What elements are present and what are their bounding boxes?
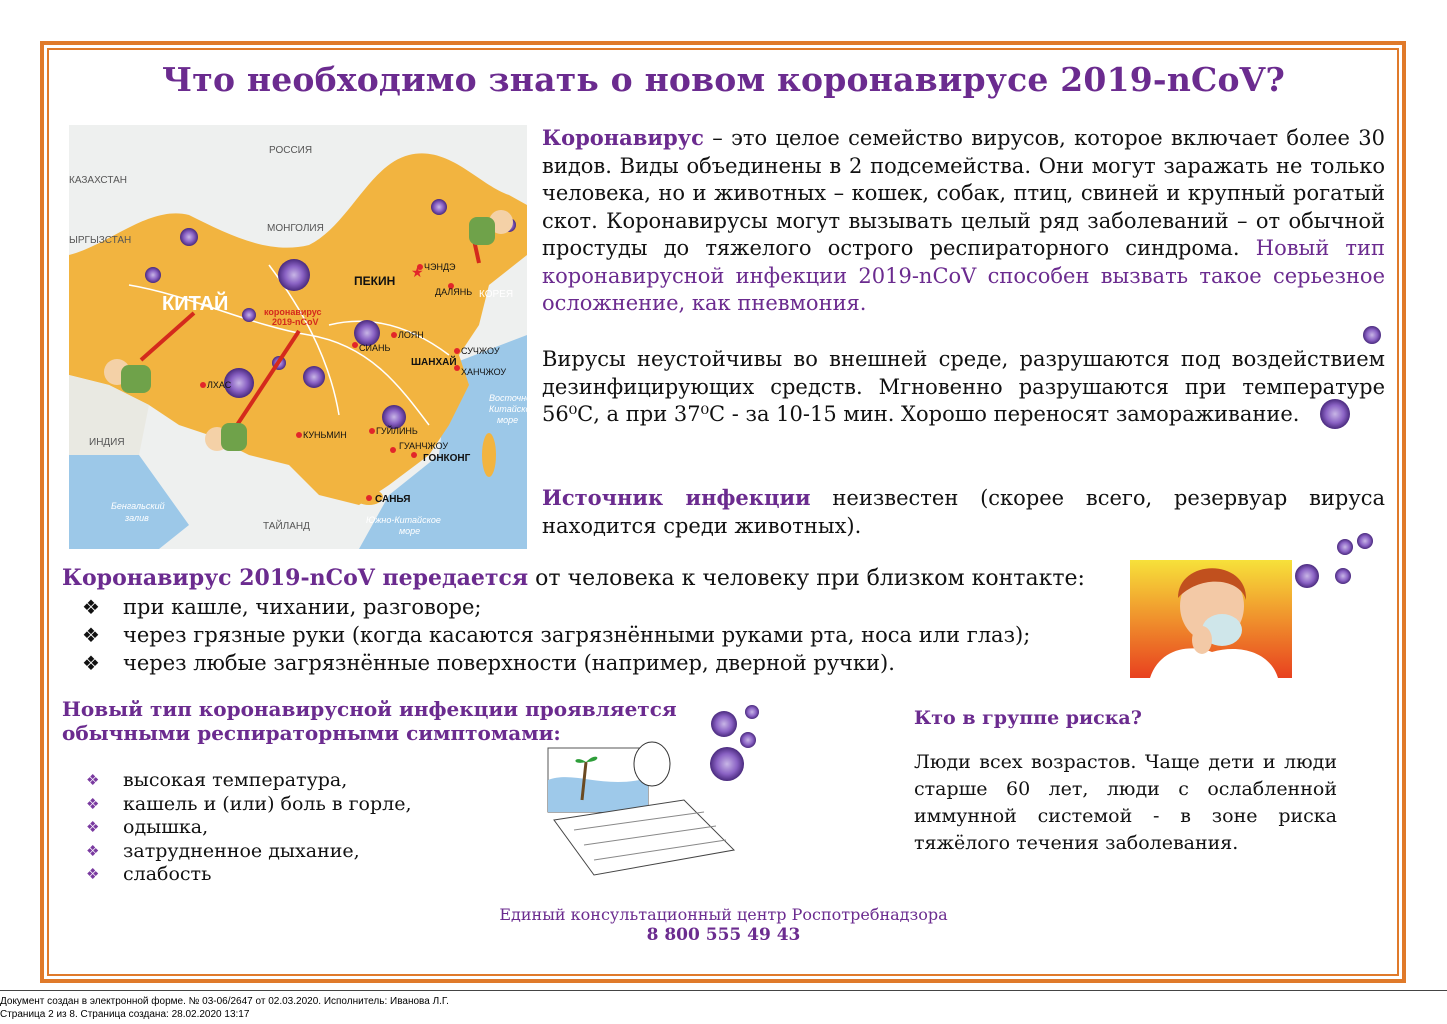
svg-text:ДАЛЯНЬ: ДАЛЯНЬ — [435, 287, 473, 297]
symptoms-heading: Новый тип коронавирусной инфекции проявляется обычными респираторными симптомами: — [62, 697, 677, 745]
source-paragraph — [542, 484, 1385, 540]
svg-text:ХАНЧЖОУ: ХАНЧЖОУ — [461, 367, 507, 377]
list-item: ❖ через любые загрязнённые поверхности (например, дверной ручки). — [82, 651, 895, 675]
list-bullet: ❖ — [86, 794, 100, 813]
page-title: Что необходимо знать о новом коронавирусе 2019-nCoV? — [161, 60, 1286, 99]
svg-text:залив: залив — [125, 513, 149, 523]
list-bullet: ❖ — [86, 818, 100, 836]
list-item: ❖ при кашле, чихании, разговоре; — [82, 595, 482, 619]
sneezing-person-illustration — [1130, 548, 1292, 678]
list-bullet: ❖ — [86, 771, 100, 789]
svg-text:ИНДИЯ: ИНДИЯ — [89, 437, 125, 448]
list-item: ❖ слабость — [86, 863, 212, 885]
svg-text:ЛХАС: ЛХАС — [207, 380, 232, 390]
svg-text:ЛОЯН: ЛОЯН — [398, 330, 424, 340]
meta-line-1: Документ создан в электронной форме. № 03-06/2647 от 02.03.2020. Исполнитель: Иванова Л.Г. — [0, 996, 449, 1007]
risk-paragraph: Люди всех возрастов. Чаще дети и люди старше 60 лет, люди с ослабленной иммунной системой - в зоне риска тяжёлого течения заболевания. — [914, 751, 1337, 854]
svg-text:КАЗАХСТАН: КАЗАХСТАН — [69, 175, 127, 186]
intro-term: Коронавирус — [542, 125, 704, 150]
svg-text:РОССИЯ: РОССИЯ — [269, 145, 313, 156]
svg-text:Китайское: Китайское — [489, 404, 536, 414]
virus-decoration — [1285, 320, 1395, 590]
list-item: ❖ затрудненное дыхание, — [86, 839, 360, 862]
transmission-list — [82, 593, 1030, 677]
svg-text:МОНГОЛИЯ: МОНГОЛИЯ — [267, 223, 324, 234]
source-text: неизвестен (скорее всего, резервуар вируса находится среди животных). — [542, 486, 1385, 538]
list-item: ❖ одышка, — [86, 816, 209, 838]
list-bullet: ❖ — [82, 623, 100, 647]
list-bullet: ❖ — [86, 865, 100, 883]
transmission-text: от человека к человеку при близком контакте: — [528, 566, 1085, 591]
list-item: ❖ через грязные руки (когда касаются загрязнёнными руками рта, носа или глаз); — [82, 623, 1031, 647]
svg-text:Восточно-: Восточно- — [489, 393, 535, 403]
document-divider — [0, 990, 1447, 991]
svg-text:ШАНХАЙ: ШАНХАЙ — [411, 357, 457, 368]
svg-text:КИТАЙ: КИТАЙ — [162, 293, 229, 315]
svg-text:море: море — [497, 415, 519, 425]
transmission-term: Коронавирус 2019-nCoV передается — [62, 565, 529, 591]
svg-text:ТАЙЛАНД: ТАЙЛАНД — [263, 521, 310, 532]
svg-text:коронавирус: коронавирус — [264, 307, 322, 317]
china-map — [69, 125, 536, 549]
risk-heading: Кто в группе риска? — [914, 707, 1142, 729]
meta-line-2: Страница 2 из 8. Страница создана: 28.02.2020 13:17 — [0, 1009, 250, 1020]
intro-paragraph — [542, 124, 1385, 318]
intro-highlight: Новый тип коронавирусной инфекции 2019-nCoV способен вызвать такое серьезное осложнение, как пневмония. — [542, 236, 1385, 315]
list-item: ❖ кашель и (или) боль в горле, — [86, 792, 412, 815]
svg-text:★: ★ — [411, 264, 424, 280]
svg-text:море: море — [399, 526, 421, 536]
svg-text:СИАНЬ: СИАНЬ — [359, 343, 391, 353]
svg-text:ГУАНЧЖОУ: ГУАНЧЖОУ — [399, 441, 449, 451]
svg-text:Южно-Китайское: Южно-Китайское — [366, 515, 441, 525]
svg-text:ЧЭНДЭ: ЧЭНДЭ — [424, 262, 456, 272]
svg-text:Бенгальский: Бенгальский — [111, 501, 165, 511]
symptoms-list — [86, 769, 412, 887]
svg-text:ГУЙЛИНЬ: ГУЙЛИНЬ — [376, 426, 418, 436]
svg-text:2019-nCoV: 2019-nCoV — [272, 317, 319, 327]
svg-text:ПЕКИН: ПЕКИН — [354, 274, 396, 288]
list-bullet: ❖ — [82, 595, 100, 619]
transmission-lead — [62, 565, 1085, 591]
svg-text:КУНЬМИН: КУНЬМИН — [303, 430, 347, 440]
svg-text:ЫРГЫЗСТАН: ЫРГЫЗСТАН — [69, 235, 132, 246]
document-meta — [0, 995, 449, 1021]
footer-center-name: Единый консультационный центр Роспотребнадзора — [499, 905, 948, 924]
sick-person-illustration — [534, 700, 774, 880]
list-item: ❖ высокая температура, — [86, 769, 348, 791]
stability-paragraph: Вирусы неустойчивы во внешней среде, разрушаются под воздействием дезинфицирующих средств. Мгновенно разрушаются при температуре 56⁰С, а при 37⁰С - за 10-15 мин. Хорошо переносят замораживание. — [542, 347, 1385, 426]
intro-text: – это целое семейство вирусов, которое включает более 30 видов. Виды объединены в 2 подсемейства. Они могут заражать не только человека, но и животных – кошек, собак, птиц, свиней и крупный рогатый скот. Коронавирусы могут вызывать целый ряд заболеваний – от обычной простуды до тяжелого острого респираторного синдрома. — [542, 126, 1385, 260]
svg-text:ГОНКОНГ: ГОНКОНГ — [423, 453, 471, 464]
svg-text:СУЧЖОУ: СУЧЖОУ — [461, 346, 500, 356]
list-bullet: ❖ — [86, 841, 100, 860]
svg-text:САНЬЯ: САНЬЯ — [375, 494, 411, 505]
footer-phone: 8 800 555 49 43 — [646, 925, 801, 945]
source-term: Источник инфекции — [542, 485, 811, 510]
list-bullet: ❖ — [82, 651, 100, 675]
svg-text:КОРЕЯ: КОРЕЯ — [479, 289, 514, 300]
footer-contact — [0, 904, 1447, 946]
